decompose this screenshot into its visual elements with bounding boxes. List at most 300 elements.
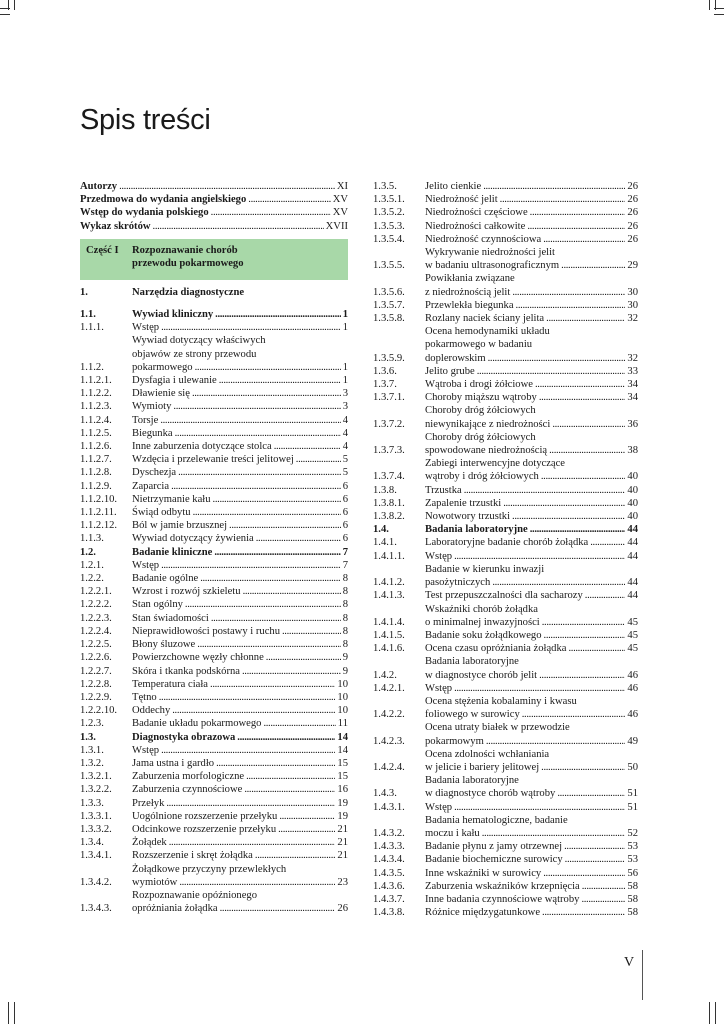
toc-entry-number: 1.2.2. (80, 573, 104, 585)
toc-entry-title: Jelito grube (425, 365, 475, 377)
toc-entry[interactable] (373, 523, 638, 536)
toc-entry-line (425, 563, 638, 576)
toc-entry[interactable] (373, 589, 638, 602)
toc-entry-page: 15 (337, 771, 348, 783)
toc-entry[interactable] (373, 233, 638, 246)
toc-entry-body (425, 563, 638, 589)
toc-entry-line (132, 480, 348, 493)
toc-entry-title: objawów ze strony przewodu (132, 348, 257, 360)
toc-entry[interactable] (373, 193, 638, 206)
toc-entry-line (425, 536, 638, 549)
toc-entry[interactable] (80, 783, 348, 796)
toc-entry-body (132, 480, 348, 493)
toc-entry-number: 1.3.5.1. (373, 194, 405, 206)
toc-entry-number: 1.4. (373, 524, 389, 536)
toc-entry-title: Badanie układu pokarmowego (132, 718, 262, 730)
toc-entry-body (132, 665, 348, 678)
toc-entry-line (425, 616, 638, 629)
toc-prelim-entry[interactable] (80, 193, 348, 206)
toc-entry-page: 5 (342, 467, 348, 479)
toc-entry-body (132, 572, 348, 585)
toc-entry[interactable] (80, 532, 348, 545)
toc-entry-title: Wzrost i rozwój szkieletu (132, 586, 241, 598)
dot-leader (516, 299, 626, 312)
toc-entry-line (425, 893, 638, 906)
toc-entry-number: 1.3.8. (373, 484, 397, 496)
toc-entry[interactable] (80, 585, 348, 598)
toc-entry-title: doplerowskim (425, 352, 486, 364)
toc-entry[interactable] (373, 536, 638, 549)
toc-entry-number: 1.2.2.6. (80, 652, 112, 664)
toc-entry-body (425, 603, 638, 629)
toc-entry[interactable] (373, 378, 638, 391)
section-heading (80, 286, 348, 299)
toc-entry[interactable] (80, 374, 348, 387)
toc-entry[interactable] (80, 744, 348, 757)
toc-entry-title: Inne badania czynnościowe wątroby (425, 893, 580, 905)
toc-entry-line (132, 744, 348, 757)
toc-entry-title: Wywiad dotyczący żywienia (132, 533, 254, 545)
toc-entry-line (132, 598, 348, 611)
toc-entry[interactable] (373, 880, 638, 893)
toc-entry[interactable] (373, 497, 638, 510)
toc-entry-body (132, 731, 348, 744)
toc-entry[interactable] (373, 840, 638, 853)
toc-entry-line (425, 906, 638, 919)
toc-entry-page: 8 (342, 573, 348, 585)
toc-prelim-entry[interactable] (80, 206, 348, 219)
toc-entry-page: 53 (627, 841, 638, 853)
toc-entry-line (425, 880, 638, 893)
toc-entry[interactable] (80, 638, 348, 651)
toc-entry[interactable] (373, 391, 638, 404)
toc-entry[interactable] (373, 206, 638, 219)
toc-entry-body (132, 863, 348, 889)
toc-entry[interactable] (80, 863, 348, 889)
toc-entry[interactable] (373, 721, 638, 747)
toc-entry-number: 1.2.2.8. (80, 678, 112, 690)
dot-leader (237, 731, 335, 744)
toc-entry-page: 50 (627, 761, 638, 773)
part-heading-box (80, 239, 348, 280)
toc-entry-title: Przewlekła biegunka (425, 299, 514, 311)
toc-entry-page: 6 (342, 480, 348, 492)
toc-entry-body (425, 801, 638, 814)
toc-entry-number: 1.1.2.1. (80, 375, 112, 387)
toc-entry[interactable] (80, 612, 348, 625)
dot-leader (248, 193, 330, 206)
toc-entry[interactable] (80, 849, 348, 862)
toc-entry[interactable] (80, 665, 348, 678)
dot-leader (197, 638, 340, 651)
toc-entry-title: Zaparcia (132, 480, 170, 492)
toc-entry-number: 1.1.1. (80, 322, 104, 334)
toc-entry-line (132, 678, 348, 691)
toc-entry-page: 58 (627, 893, 638, 905)
toc-entry[interactable] (373, 642, 638, 655)
dot-leader (512, 510, 625, 523)
toc-entry-page: 44 (627, 577, 638, 589)
toc-entry-number: 1.2.2.2. (80, 599, 112, 611)
toc-entry[interactable] (373, 180, 638, 193)
toc-entry-body (425, 536, 638, 549)
dot-leader (161, 559, 341, 572)
toc-entry-line (425, 840, 638, 853)
toc-entry[interactable] (373, 748, 638, 774)
toc-entry-line (132, 559, 348, 572)
toc-entry-page: 49 (627, 735, 638, 747)
toc-entry-title: Niedrożność jelit (425, 194, 498, 206)
toc-entry[interactable] (80, 400, 348, 413)
toc-entry-line (132, 638, 348, 651)
toc-entry[interactable] (373, 272, 638, 298)
toc-entry-number: 1.3.3.2. (80, 823, 112, 835)
toc-entry-number: 1.3.2.2. (80, 784, 112, 796)
toc-entry[interactable] (373, 801, 638, 814)
toc-entry-body (425, 523, 638, 536)
dot-leader (512, 286, 625, 299)
toc-entry-line (132, 308, 348, 321)
toc-entry-number: 1.3.4.2. (80, 876, 112, 888)
toc-entry-number: 1.1. (80, 309, 96, 321)
toc-entry-line (132, 889, 348, 902)
toc-entry[interactable] (80, 519, 348, 532)
toc-entry-body (132, 321, 348, 334)
toc-entry-title: w jelicie i bariery jelitowej (425, 761, 540, 773)
dot-leader (539, 669, 625, 682)
toc-entry-page: 26 (337, 903, 348, 915)
toc-entry[interactable] (80, 546, 348, 559)
toc-entry-title: Rozpoznawanie opóźnionego (132, 889, 258, 901)
toc-entry-title: Wywiad kliniczny (132, 309, 214, 321)
dot-leader (193, 506, 341, 519)
toc-entry-number: 1.3.3. (80, 797, 104, 809)
toc-entry[interactable] (373, 550, 638, 563)
toc-entry-line (425, 682, 638, 695)
toc-entry[interactable] (80, 321, 348, 334)
toc-entry-number: 1.3. (80, 731, 96, 743)
toc-entry-title: Ból w jamie brzusznej (132, 520, 228, 532)
toc-entry-line (425, 206, 638, 219)
toc-entry[interactable] (373, 893, 638, 906)
toc-entry[interactable] (80, 836, 348, 849)
dot-leader (213, 493, 341, 506)
toc-entry[interactable] (373, 655, 638, 681)
toc-entry-line (425, 246, 638, 259)
toc-entry[interactable] (373, 484, 638, 497)
dot-leader (219, 374, 341, 387)
toc-entry-page: 10 (337, 705, 348, 717)
toc-entry[interactable] (80, 889, 348, 915)
toc-entry[interactable] (373, 814, 638, 840)
toc-entry-title: Zaburzenia morfologiczne (132, 771, 245, 783)
toc-entry-body (425, 497, 638, 510)
toc-prelim-entry[interactable] (80, 220, 348, 233)
toc-entry-title: pokarmowego (132, 361, 193, 373)
toc-entry-number: 1.1.2.12. (80, 520, 118, 532)
toc-entry-line (425, 497, 638, 510)
toc-entry-title: Zapalenie trzustki (425, 497, 502, 509)
toc-entry-title: Wstęp (425, 550, 453, 562)
toc-entry-body (425, 550, 638, 563)
dot-leader (215, 308, 341, 321)
toc-entry-title: Wykaz skrótów (80, 220, 151, 232)
toc-entry[interactable] (80, 414, 348, 427)
toc-entry-body (425, 589, 638, 602)
toc-entry-line (425, 550, 638, 563)
toc-entry-body (132, 334, 348, 374)
toc-entry-number: 1.3.5.3. (373, 220, 405, 232)
toc-entry-title: Ocena czasu opróżniania żołądka (425, 643, 567, 655)
toc-entry[interactable] (373, 404, 638, 430)
toc-entry-number: 1.1.3. (80, 533, 104, 545)
toc-entry-number: 1.3.5.8. (373, 313, 405, 325)
toc-entry-line (425, 312, 638, 325)
toc-entry-page: 58 (627, 907, 638, 919)
toc-entry-number: 1.1.2.2. (80, 388, 112, 400)
toc-entry-page: 6 (342, 533, 348, 545)
toc-entry[interactable] (373, 246, 638, 272)
toc-entry-page: 6 (342, 520, 348, 532)
toc-entry-page: 40 (627, 511, 638, 523)
crop-mark (0, 14, 10, 15)
toc-entry-number: 1.2.2.1. (80, 586, 112, 598)
toc-entry-page: 9 (342, 665, 348, 677)
toc-entry-title: Niedrożności częściowe (425, 207, 528, 219)
toc-entry-body (132, 717, 348, 730)
toc-entry[interactable] (373, 867, 638, 880)
toc-entry[interactable] (80, 572, 348, 585)
dot-leader (244, 783, 335, 796)
toc-entry[interactable] (80, 506, 348, 519)
dot-leader (454, 801, 625, 814)
toc-entry-line (132, 717, 348, 730)
toc-entry[interactable] (373, 510, 638, 523)
toc-entry[interactable] (80, 387, 348, 400)
dot-leader (542, 616, 626, 629)
dot-leader (160, 414, 340, 427)
dot-leader (255, 849, 336, 862)
toc-entry[interactable] (80, 691, 348, 704)
toc-entry-title: Rozlany naciek ściany jelita (425, 313, 545, 325)
dot-leader (483, 180, 625, 193)
toc-entry[interactable] (373, 563, 638, 589)
toc-entry-title: Wywiad dotyczący właściwych (132, 335, 266, 347)
toc-entry[interactable] (373, 431, 638, 457)
crop-mark (715, 1002, 716, 1024)
toc-entry[interactable] (80, 717, 348, 730)
part-title-line: przewodu pokarmowego (132, 258, 244, 270)
toc-entry-line (132, 532, 348, 545)
toc-entry[interactable] (373, 695, 638, 721)
toc-entry-page: 29 (627, 260, 638, 272)
toc-entry-line (132, 493, 348, 506)
toc-entry-line (425, 180, 638, 193)
toc-entry[interactable] (80, 453, 348, 466)
toc-entry-page: 58 (627, 880, 638, 892)
toc-entry-number: 1.3.7.1. (373, 392, 405, 404)
toc-entry[interactable] (80, 427, 348, 440)
toc-entry-number: 1.2.1. (80, 559, 104, 571)
section-title: Narzędzia diagnostyczne (132, 286, 245, 298)
toc-entry-body (425, 629, 638, 642)
toc-entry[interactable] (373, 603, 638, 629)
toc-entry[interactable] (373, 365, 638, 378)
toc-entry-body (132, 612, 348, 625)
toc-entry[interactable] (80, 678, 348, 691)
toc-entry-body (132, 585, 348, 598)
crop-mark (8, 1002, 9, 1024)
toc-entry[interactable] (80, 480, 348, 493)
toc-entry-title: spowodowane niedrożnością (425, 445, 548, 457)
toc-entry-page: 34 (627, 379, 638, 391)
toc-entry-number: 1.4.2.4. (373, 761, 405, 773)
toc-entry-title: niewynikające z niedrożności (425, 418, 551, 430)
toc-entry[interactable] (80, 334, 348, 374)
toc-entry[interactable] (373, 312, 638, 325)
toc-entry-number: 1.3.4. (80, 837, 104, 849)
toc-entry[interactable] (80, 651, 348, 664)
toc-entry-title: Oddechy (132, 705, 171, 717)
toc-entry-number: 1.4.1. (373, 537, 397, 549)
toc-entry-title: z niedrożnością jelit (425, 286, 511, 298)
toc-entry-line (425, 484, 638, 497)
toc-entry-page: 4 (342, 414, 348, 426)
toc-entry-title: Badania hematologiczne, badanie (425, 814, 568, 826)
dot-leader (173, 400, 340, 413)
toc-entry[interactable] (80, 493, 348, 506)
toc-entry-title: Dyschezja (132, 467, 177, 479)
toc-entry[interactable] (373, 774, 638, 800)
toc-entry[interactable] (80, 466, 348, 479)
toc-entry[interactable] (80, 823, 348, 836)
toc-entry[interactable] (80, 598, 348, 611)
toc-entry-line (425, 735, 638, 748)
dot-leader (200, 572, 341, 585)
toc-entry-page: 51 (627, 788, 638, 800)
toc-entry-number: 1.1.2.8. (80, 467, 112, 479)
dot-leader (169, 836, 336, 849)
dot-leader (541, 470, 626, 483)
toc-entry-line (132, 651, 348, 664)
toc-entry-title: Wzdęcia i przelewanie treści jelitowej (132, 454, 294, 466)
toc-entry-body (425, 325, 638, 365)
toc-entry-body (425, 893, 638, 906)
toc-entry-body (132, 598, 348, 611)
toc-entry[interactable] (373, 299, 638, 312)
toc-entry-page: 46 (627, 709, 638, 721)
toc-entry[interactable] (80, 440, 348, 453)
dot-leader (159, 691, 336, 704)
toc-entry[interactable] (373, 629, 638, 642)
dot-leader (552, 418, 625, 431)
toc-entry-title: Choroby dróg żółciowych (425, 431, 536, 443)
toc-entry-number: 1.4.3.2. (373, 827, 405, 839)
toc-entry-title: Badanie ogólne (132, 573, 199, 585)
toc-entry[interactable] (80, 810, 348, 823)
toc-entry-title: pokarmowego w badaniu (425, 339, 533, 351)
dot-leader (543, 867, 625, 880)
toc-entry-number: 1.4.3.1. (373, 801, 405, 813)
toc-entry-title: foliowego w surowicy (425, 709, 520, 721)
toc-entry[interactable] (373, 682, 638, 695)
toc-entry-body (425, 853, 638, 866)
toc-entry-line (132, 757, 348, 770)
toc-prelim-entry[interactable] (80, 180, 348, 193)
toc-entries-left (80, 308, 348, 915)
dot-leader (549, 444, 625, 457)
toc-entry-title: Dysfagia i ulewanie (132, 375, 217, 387)
dot-leader (454, 682, 625, 695)
dot-leader (546, 312, 625, 325)
dot-leader (172, 704, 335, 717)
toc-entry[interactable] (373, 325, 638, 365)
toc-entry-line (132, 427, 348, 440)
toc-entry-body (425, 906, 638, 919)
dot-leader (179, 876, 335, 889)
toc-entry-line (425, 589, 638, 602)
toc-entry-page: 1 (342, 322, 348, 334)
toc-entry-page: 19 (337, 810, 348, 822)
toc-entry-line (132, 731, 348, 744)
page-edge-line (642, 950, 643, 1000)
toc-entry-number: 1.3.5.4. (373, 233, 405, 245)
dot-leader (482, 827, 626, 840)
dot-leader (568, 642, 625, 655)
crop-mark (14, 1002, 15, 1024)
toc-entry[interactable] (80, 704, 348, 717)
toc-entry-body (425, 484, 638, 497)
toc-entry-line (425, 642, 638, 655)
toc-entry-body (425, 404, 638, 430)
toc-entry-page: 3 (342, 401, 348, 413)
toc-entry[interactable] (80, 757, 348, 770)
toc-entry[interactable] (373, 906, 638, 919)
toc-entry-line (132, 770, 348, 783)
toc-entry-line (425, 431, 638, 444)
toc-entry[interactable] (373, 853, 638, 866)
dot-leader (266, 651, 341, 664)
toc-entry-page: 56 (627, 867, 638, 879)
toc-entry[interactable] (80, 731, 348, 744)
dot-leader (581, 893, 625, 906)
toc-entry-page: 14 (337, 744, 348, 756)
toc-entry-body (132, 440, 348, 453)
toc-entry[interactable] (373, 220, 638, 233)
toc-entry[interactable] (80, 308, 348, 321)
toc-entry-line (425, 655, 638, 668)
toc-entry[interactable] (80, 797, 348, 810)
toc-entry[interactable] (80, 625, 348, 638)
toc-entry-line (425, 510, 638, 523)
toc-entry-page: 32 (627, 313, 638, 325)
toc-entry-line (425, 708, 638, 721)
toc-entry-line (425, 220, 638, 233)
toc-entry-title: Żołądkowe przyczyny przewlekłych (132, 863, 287, 875)
toc-entry-number: 1.1.2.3. (80, 401, 112, 413)
dot-leader (195, 361, 341, 374)
toc-entry-title: Błony śluzowe (132, 639, 196, 651)
toc-entry-title: Ocena hemodynamiki układu (425, 326, 550, 338)
toc-entry[interactable] (80, 770, 348, 783)
toc-entry-line (425, 853, 638, 866)
toc-entry-line (132, 797, 348, 810)
section-number: 1. (80, 286, 88, 298)
toc-entry-line (425, 669, 638, 682)
toc-entry-body (132, 810, 348, 823)
toc-entry[interactable] (373, 457, 638, 483)
toc-entry[interactable] (80, 559, 348, 572)
